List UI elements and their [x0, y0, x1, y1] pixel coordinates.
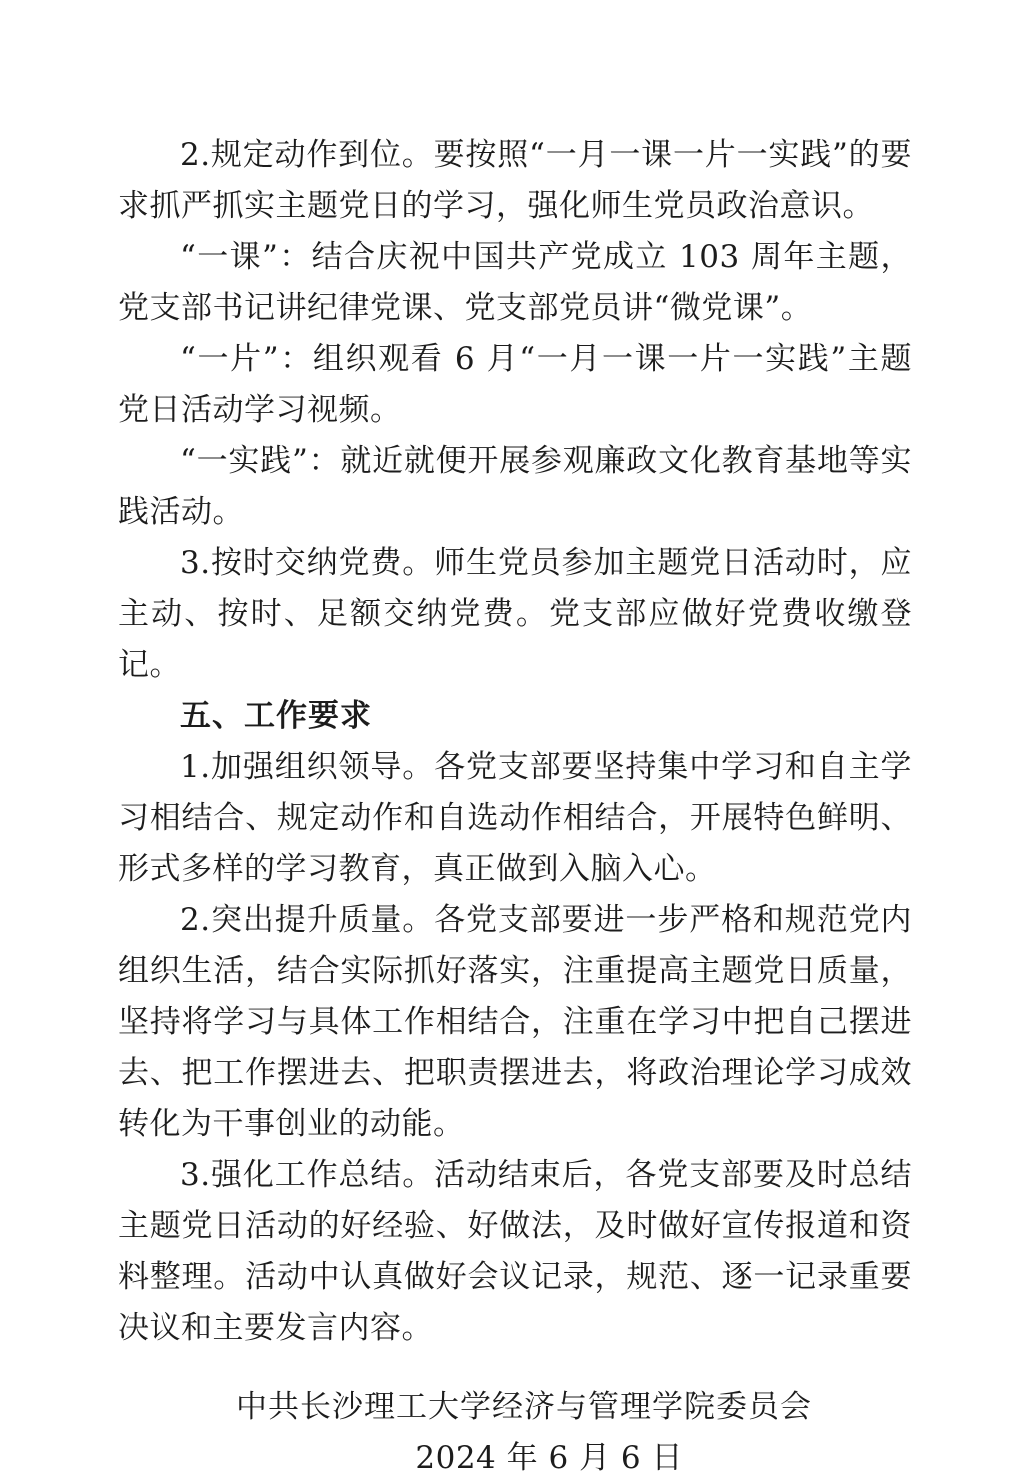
paragraph-regulated-actions: 2.规定动作到位。要按照“一月一课一片一实践”的要求抓严抓实主题党日的学习，强化师生党员政治意识。 — [118, 137, 912, 224]
paragraph-one-film: “一片”：组织观看 6 月“一月一课一片一实践”主题党日活动学习视频。 — [118, 341, 912, 428]
paragraph-party-dues: 3.按时交纳党费。师生党员参加主题党日活动时，应主动、按时、足额交纳党费。党支部应做好党费收缴登记。 — [118, 545, 912, 683]
paragraph-improve-quality: 2.突出提升质量。各党支部要进一步严格和规范党内组织生活，结合实际抓好落实，注重提高主题党日质量，坚持将学习与具体工作相结合，注重在学习中把自己摆进去、把工作摆进去、把职责摆进去，将政治理论学习成效转化为干事创业的动能。 — [118, 902, 912, 1142]
paragraph-one-practice: “一实践”：就近就便开展参观廉政文化教育基地等实践活动。 — [118, 443, 912, 530]
signature-line: 中共长沙理工大学经济与管理学院委员会 — [236, 1389, 812, 1425]
paragraph-strengthen-leadership: 1.加强组织领导。各党支部要坚持集中学习和自主学习相结合、规定动作和自选动作相结合，开展特色鲜明、形式多样的学习教育，真正做到入脑入心。 — [118, 749, 912, 887]
paragraph-one-lesson: “一课”：结合庆祝中国共产党成立 103 周年主题，党支部书记讲纪律党课、党支部党员讲“微党课”。 — [118, 239, 912, 326]
paragraph-work-summary: 3.强化工作总结。活动结束后，各党支部要及时总结主题党日活动的好经验、好做法，及时做好宣传报道和资料整理。活动中认真做好会议记录，规范、逐一记录重要决议和主要发言内容。 — [118, 1157, 912, 1346]
date-line: 2024 年 6 月 6 日 — [415, 1440, 683, 1476]
section-heading-work-requirements: 五、工作要求 — [180, 698, 372, 734]
signature-block — [118, 1382, 912, 1484]
document-body — [118, 130, 912, 1484]
